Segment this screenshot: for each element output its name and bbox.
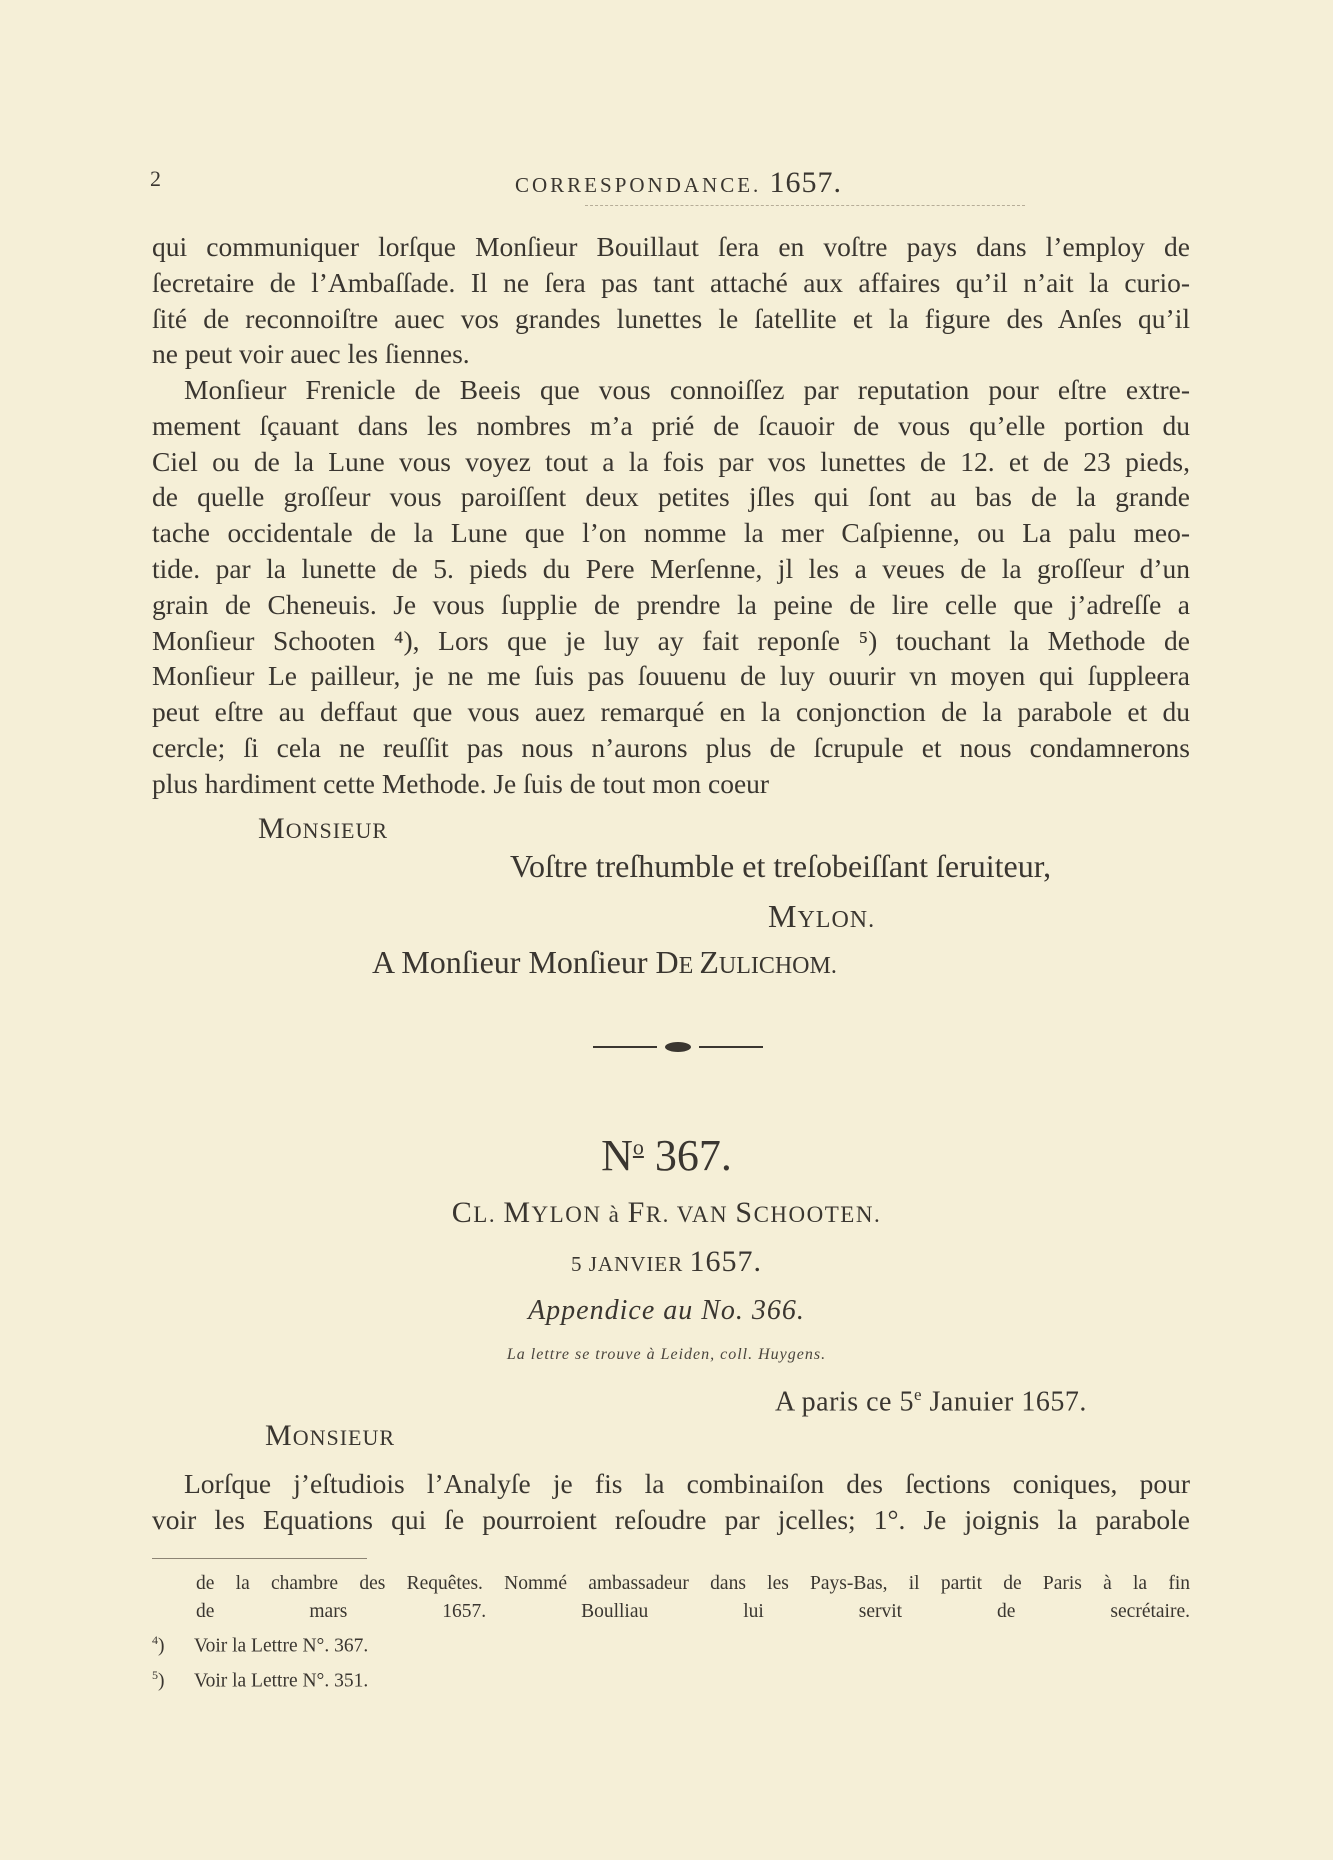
text-line: peut eſtre au deffaut que vous auez remarqué en la conjonction de la parabole et du bbox=[152, 696, 1190, 728]
letter-correspondents bbox=[0, 1196, 1333, 1230]
page-number: 2 bbox=[150, 166, 163, 191]
salutation-initial: M bbox=[265, 1419, 293, 1452]
recipient-address bbox=[372, 944, 837, 981]
section-ornament bbox=[593, 1040, 763, 1054]
header-rule bbox=[585, 205, 1025, 206]
address-z: Z bbox=[699, 944, 719, 980]
footnote-mark: $^4$) bbox=[152, 1633, 165, 1657]
text-line: mement ſçauant dans les nombres m’a prié de ſcauoir de vous qu’elle portion du bbox=[152, 409, 1190, 441]
text-line: ne peut voir auec les ſiennes. bbox=[152, 338, 470, 370]
letter-date-year: 1657. bbox=[689, 1245, 762, 1278]
letter-number-sup: o bbox=[632, 1134, 644, 1160]
schooten-rest: CHOOTEN. bbox=[753, 1202, 882, 1227]
appendix-note: Appendice au No. 366. bbox=[528, 1295, 805, 1326]
schooten-initial: S bbox=[735, 1196, 754, 1229]
salutation-rest: ONSIEUR bbox=[292, 1425, 396, 1450]
footnotes bbox=[152, 1570, 1190, 1695]
dateline-sup: e bbox=[913, 1385, 923, 1404]
text-line: voir les Equations qui ſe pourroient reſoudre par jcelles; 1°. Je joignis la parabole bbox=[152, 1503, 1190, 1535]
letter-number-prefix: N bbox=[601, 1131, 633, 1180]
text-line: tide. par la lunette de 5. pieds du Pere Merſenne, jl les a veues de la groſſeur d’un bbox=[152, 552, 1190, 584]
text-line: plus hardiment cette Methode. Je ſuis de tout mon coeur bbox=[152, 767, 770, 799]
text-line: Monſieur Schooten ⁴), Lors que je luy ay fait reponſe ⁵) touchant la Methode de bbox=[152, 624, 1190, 656]
dateline-post: Januier 1657. bbox=[922, 1386, 1087, 1418]
signature bbox=[768, 898, 875, 935]
running-title-text: CORRESPONDANCE. bbox=[515, 173, 762, 197]
footnote-text: Voir la Lettre N°. 367. bbox=[194, 1635, 369, 1657]
text-line: cercle; ſi cela ne reuſſit pas nous n’aurons plus de ſcrupule et nous condamnerons bbox=[152, 731, 1190, 763]
letter-number-value: 367. bbox=[643, 1131, 732, 1180]
text-line: ſité de reconnoiſtre auec vos grandes lunettes le ſatellite et la figure des Anſes qu’il bbox=[152, 302, 1190, 334]
running-title bbox=[515, 166, 842, 200]
dateline-pre: A paris ce 5 bbox=[775, 1386, 914, 1418]
fr-initial: F bbox=[627, 1196, 646, 1229]
signature-rest: YLON. bbox=[797, 907, 876, 933]
text-line: qui communiquer lorſque Monſieur Bouillaut ſera en voſtre pays dans l’employ de bbox=[152, 231, 1190, 262]
mylon-rest: YLON à bbox=[531, 1202, 628, 1227]
fr-rest: R. VAN bbox=[645, 1202, 736, 1227]
cl-initial: C bbox=[451, 1196, 474, 1229]
text-line: Ciel ou de la Lune vous voyez tout a la fois par vos lunettes de 12. et de 23 pieds, bbox=[152, 445, 1190, 477]
footnote-rule bbox=[152, 1558, 367, 1559]
signature-initial: M bbox=[768, 898, 798, 934]
footnote-line: de mars 1657. Boulliau lui servit de secrétaire. bbox=[196, 1601, 1190, 1622]
text-line: ſecretaire de l’Ambaſſade. Il ne ſera pas tant attaché aux affaires qu’il n’ait la curio- bbox=[152, 266, 1190, 298]
footnote-text: Voir la Lettre N°. 351. bbox=[194, 1670, 369, 1691]
dateline bbox=[775, 1385, 1087, 1418]
footnote-line: de la chambre des Requêtes. Nommé ambassadeur dans les Pays-Bas, il partit de Paris à la fin bbox=[196, 1573, 1190, 1594]
letter-number bbox=[0, 1130, 1333, 1181]
salutation-2 bbox=[265, 1419, 395, 1453]
footnote-continuation bbox=[152, 1570, 1190, 1626]
text-line: tache occidentale de la Lune que l’on nomme la mer Caſpienne, ou La palu meo- bbox=[152, 517, 1190, 549]
cl-rest: L. bbox=[473, 1202, 504, 1227]
footnote-mark: $^5$) bbox=[152, 1667, 165, 1691]
letter-date bbox=[0, 1245, 1333, 1279]
salutation-rest: ONSIEUR bbox=[285, 818, 389, 843]
letter-date-day: 5 JANVIER bbox=[571, 1252, 690, 1276]
running-head bbox=[150, 160, 1190, 200]
ornament-bar-left bbox=[593, 1046, 657, 1048]
text-line: Monſieur Le pailleur, je ne me ſuis pas ſouuenu de luy ouurir vn moyen qui ſuppleera bbox=[152, 660, 1190, 692]
address-d: D bbox=[655, 944, 679, 980]
ornament-bar-right bbox=[699, 1046, 763, 1048]
text-line: Lorſque j’eſtudiois l’Analyſe je fis la combinaiſon des ſections coniques, pour bbox=[184, 1468, 1190, 1499]
address-rest: ULICHOM. bbox=[718, 953, 837, 979]
footnote-5 bbox=[152, 1661, 1190, 1696]
paragraph-3 bbox=[152, 1466, 1190, 1538]
footnote-number: 5 bbox=[152, 1667, 158, 1682]
text-line: grain de Cheneuis. Je vous ſupplie de prendre la peine de lire celle que j’adreſſe a bbox=[152, 588, 1190, 620]
running-year: 1657. bbox=[769, 166, 843, 199]
mylon-initial: M bbox=[503, 1196, 532, 1229]
text-line: Monſieur Frenicle de Beeis que vous connoiſſez par reputation pour eſtre extre- bbox=[184, 374, 1190, 405]
closing-formula: Voſtre treſhumble et treſobeiſſant ſeruiteur, bbox=[510, 848, 1052, 884]
source-location: La lettre se trouve à Leiden, coll. Huygens. bbox=[506, 1346, 827, 1363]
salutation-initial: M bbox=[258, 812, 286, 845]
salutation-1 bbox=[258, 812, 388, 846]
paragraph-1 bbox=[152, 229, 1190, 372]
address-e: E bbox=[678, 953, 700, 979]
footnote-4 bbox=[152, 1626, 1190, 1661]
ornament-center bbox=[665, 1042, 691, 1052]
footnote-number: 4 bbox=[152, 1633, 158, 1647]
address-prefix: A Monſieur Monſieur bbox=[372, 944, 656, 980]
paragraph-2 bbox=[152, 372, 1190, 802]
text-line: de quelle groſſeur vous paroiſſent deux petites jſles qui ſont au bas de la grande bbox=[152, 481, 1190, 513]
